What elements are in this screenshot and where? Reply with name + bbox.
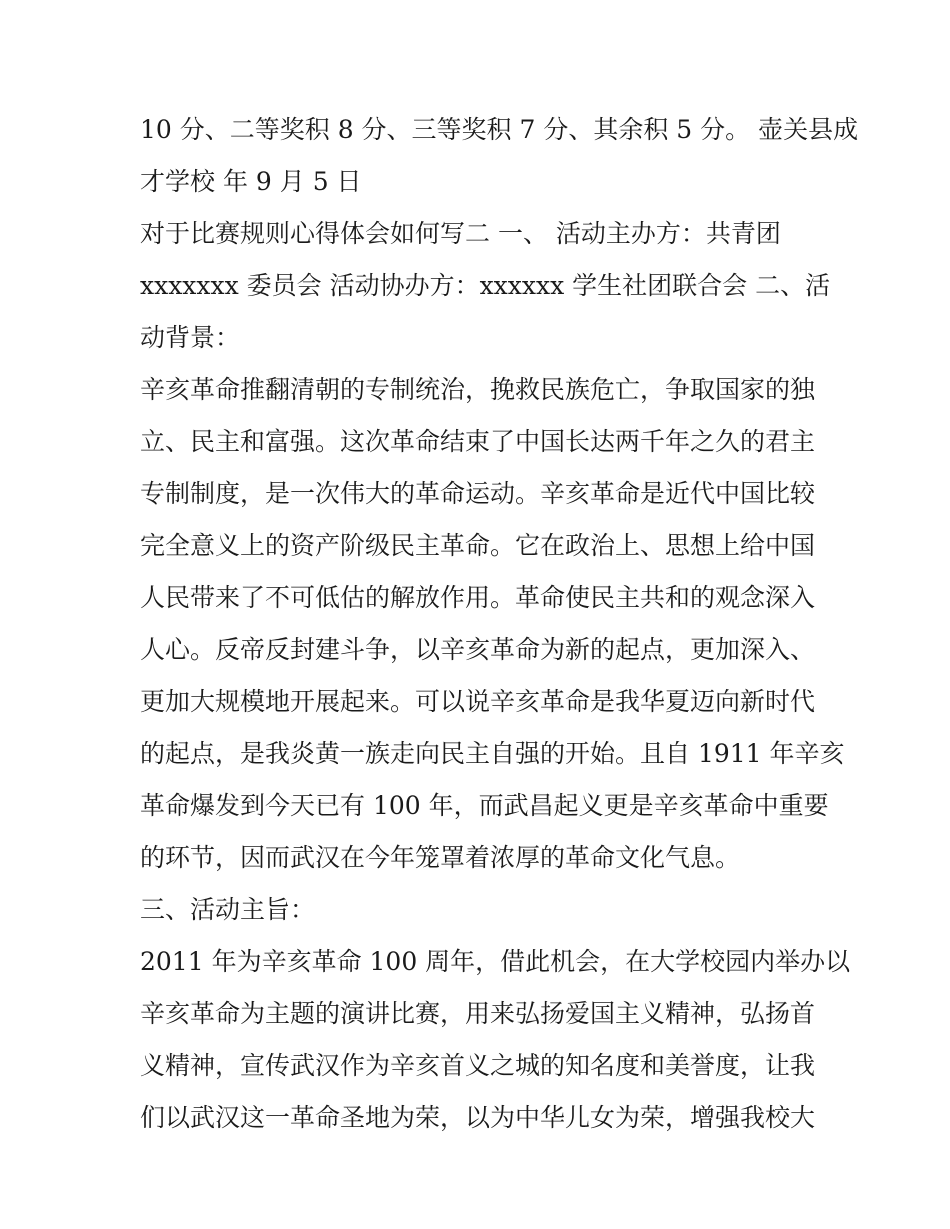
text-line: 更加大规模地开展起来。可以说辛亥革命是我华夏迈向新时代	[140, 687, 816, 716]
text-line: xxxxxxx 委员会 活动协办方：xxxxxx 学生社团联合会 二、活	[140, 271, 831, 300]
text-line: 人心。反帝反封建斗争，以辛亥革命为新的起点，更加深入、	[140, 635, 816, 664]
text-line: 们以武汉这一革命圣地为荣，以为中华儿女为荣，增强我校大	[140, 1103, 816, 1132]
text-line: 三、活动主旨：	[140, 895, 316, 924]
text-line: 的环节，因而武汉在今年笼罩着浓厚的革命文化气息。	[140, 843, 741, 872]
text-line: 完全意义上的资产阶级民主革命。它在政治上、思想上给中国	[140, 531, 816, 560]
text-line: 辛亥革命为主题的演讲比赛，用来弘扬爱国主义精神，弘扬首	[140, 999, 816, 1028]
text-line: 立、民主和富强。这次革命结束了中国长达两千年之久的君主	[140, 427, 816, 456]
text-line: 辛亥革命推翻清朝的专制统治，挽救民族危亡，争取国家的独	[140, 375, 816, 404]
text-line: 义精神，宣传武汉作为辛亥首义之城的知名度和美誉度，让我	[140, 1051, 816, 1080]
text-line: 对于比赛规则心得体会如何写二 一、 活动主办方：共青团	[140, 219, 781, 248]
text-line: 才学校 年 9 月 5 日	[140, 167, 362, 196]
text-line: 10 分、二等奖积 8 分、三等奖积 7 分、其余积 5 分。 壶关县成	[140, 115, 859, 144]
text-line: 人民带来了不可低估的解放作用。革命使民主共和的观念深入	[140, 583, 816, 612]
text-line: 的起点，是我炎黄一族走向民主自强的开始。且自 1911 年辛亥	[140, 739, 845, 768]
text-line: 革命爆发到今天已有 100 年，而武昌起义更是辛亥革命中重要	[140, 791, 829, 820]
document-body	[140, 108, 859, 1148]
text-line: 2011 年为辛亥革命 100 周年，借此机会，在大学校园内举办以	[140, 947, 851, 976]
text-line: 动背景：	[140, 323, 241, 352]
text-line: 专制制度，是一次伟大的革命运动。辛亥革命是近代中国比较	[140, 479, 816, 508]
